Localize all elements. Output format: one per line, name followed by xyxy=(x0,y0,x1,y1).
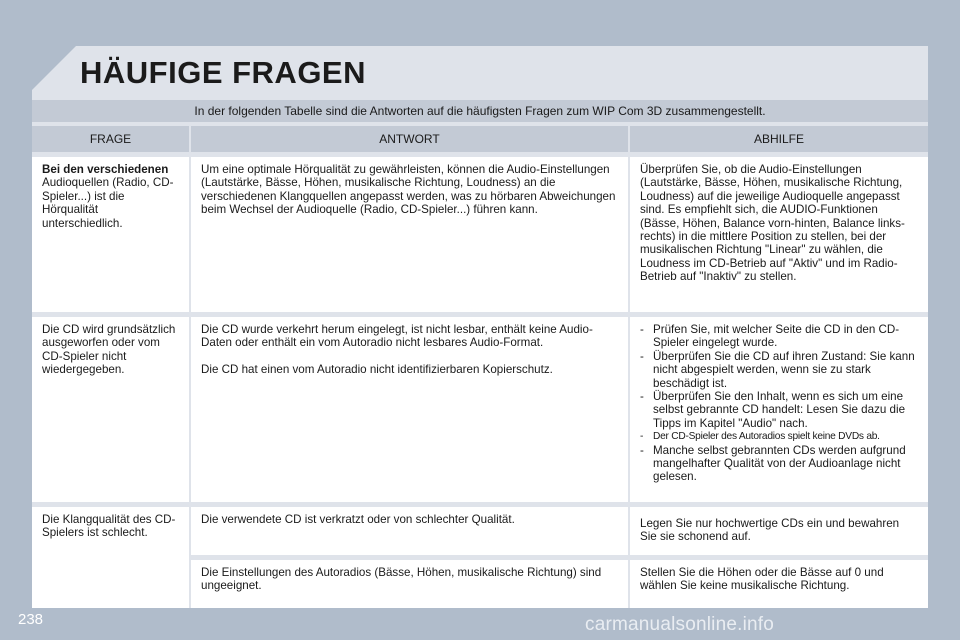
row3-abhilfe-2: Stellen Sie die Höhen oder die Bässe auf 0 und wählen Sie keine musikalische Richtung. xyxy=(640,566,884,593)
list-item: - Der CD-Spieler des Autoradios spielt keine DVDs ab. xyxy=(640,430,919,443)
row1-antwort-text: Um eine optimale Hörqualität zu gewährleisten, können die Audio-Einstellungen (Lautstärke, Bässe, Höhen, musikalische Richtung, Loudness) an die verschiedenen Klangquellen angepasst werden, was zu hörbaren Abweichungen beim Wechsel der Audioquelle (Radio, CD-Spieler...) führen kann. xyxy=(201,163,616,217)
row3-frage-text: Die Klangqualität des CD-Spielers ist schlecht. xyxy=(42,513,176,540)
list-item: - Manche selbst gebrannten CDs werden aufgrund mangelhafter Qualität von der Audioanlage nicht gelesen. xyxy=(640,444,919,484)
row1-frage-text: Audioquellen (Radio, CD-Spieler...) ist die Hörqualität unterschiedlich. xyxy=(42,176,174,230)
row1-frage-bold: Bei den verschiedenen xyxy=(42,163,169,176)
list-item: - Überprüfen Sie den Inhalt, wenn es sich um eine selbst gebrannte CD handelt: Lesen Sie dazu die Tipps im Kapitel "Audio" nach. xyxy=(640,390,919,430)
watermark: carmanualsonline.info xyxy=(585,614,775,635)
intro-text: In der folgenden Tabelle sind die Antworten auf die häufigsten Fragen zum WIP Com 3D zusammengestellt. xyxy=(32,100,928,122)
page-number: 238 xyxy=(18,611,44,628)
row1-abhilfe-cell xyxy=(630,157,928,312)
row3-antwort-2: Die Einstellungen des Autoradios (Bässe, Höhen, musikalische Richtung) sind ungeeignet. xyxy=(201,566,602,593)
row3-antwort-1-cell xyxy=(191,507,628,555)
row2-abhilfe-list xyxy=(640,323,919,484)
header-frage: FRAGE xyxy=(32,126,189,152)
row1-frage-cell xyxy=(32,157,189,312)
header-antwort: ANTWORT xyxy=(191,126,628,152)
row2-abhilfe-cell xyxy=(630,317,928,502)
row3-frage-cell xyxy=(32,507,189,608)
row3-abhilfe-2-cell xyxy=(630,560,928,608)
row2-frage-cell xyxy=(32,317,189,502)
header-abhilfe: ABHILFE xyxy=(630,126,928,152)
page-title: HÄUFIGE FRAGEN xyxy=(80,55,366,90)
row2-frage-text: Die CD wird grundsätzlich ausgeworfen oder vom CD-Spieler nicht wiedergegeben. xyxy=(42,323,176,377)
row3-antwort-1: Die verwendete CD ist verkratzt oder von schlechter Qualität. xyxy=(201,513,515,526)
row3-abhilfe-1: Legen Sie nur hochwertige CDs ein und bewahren Sie sie schonend auf. xyxy=(640,517,900,544)
row2-antwort-1: Die CD wurde verkehrt herum eingelegt, ist nicht lesbar, enthält keine Audio-Daten oder enthält ein vom Autoradio nicht lesbares Audio-Format. xyxy=(201,323,593,350)
list-item: - Überprüfen Sie die CD auf ihren Zustand: Sie kann nicht abgespielt werden, wenn sie zu stark beschädigt ist. xyxy=(640,350,919,390)
row3-abhilfe-1-cell xyxy=(630,507,928,555)
row3-antwort-2-cell xyxy=(191,560,628,608)
row1-abhilfe-text: Überprüfen Sie, ob die Audio-Einstellungen (Lautstärke, Bässe, Höhen, musikalische Richtung, Loudness) auf die jeweilige Audioquelle angepasst sind. Es empfiehlt sich, die AUDIO-Funktionen (Bässe, Höhen, Balance vorn-hinten, Balance links-rechts) in die mittlere Position zu stellen, bei der musikalischen Richtung "Linear" zu wählen, die Loudness im CD-Betrieb auf "Aktiv" und im Radio-Betrieb auf "Inaktiv" zu stellen. xyxy=(640,163,905,284)
row1-antwort-cell xyxy=(191,157,628,312)
list-item: - Prüfen Sie, mit welcher Seite die CD in den CD-Spieler eingelegt wurde. xyxy=(640,323,919,350)
row2-antwort-2: Die CD hat einen vom Autoradio nicht identifizierbaren Kopierschutz. xyxy=(201,362,553,376)
row2-antwort-cell xyxy=(191,317,628,502)
